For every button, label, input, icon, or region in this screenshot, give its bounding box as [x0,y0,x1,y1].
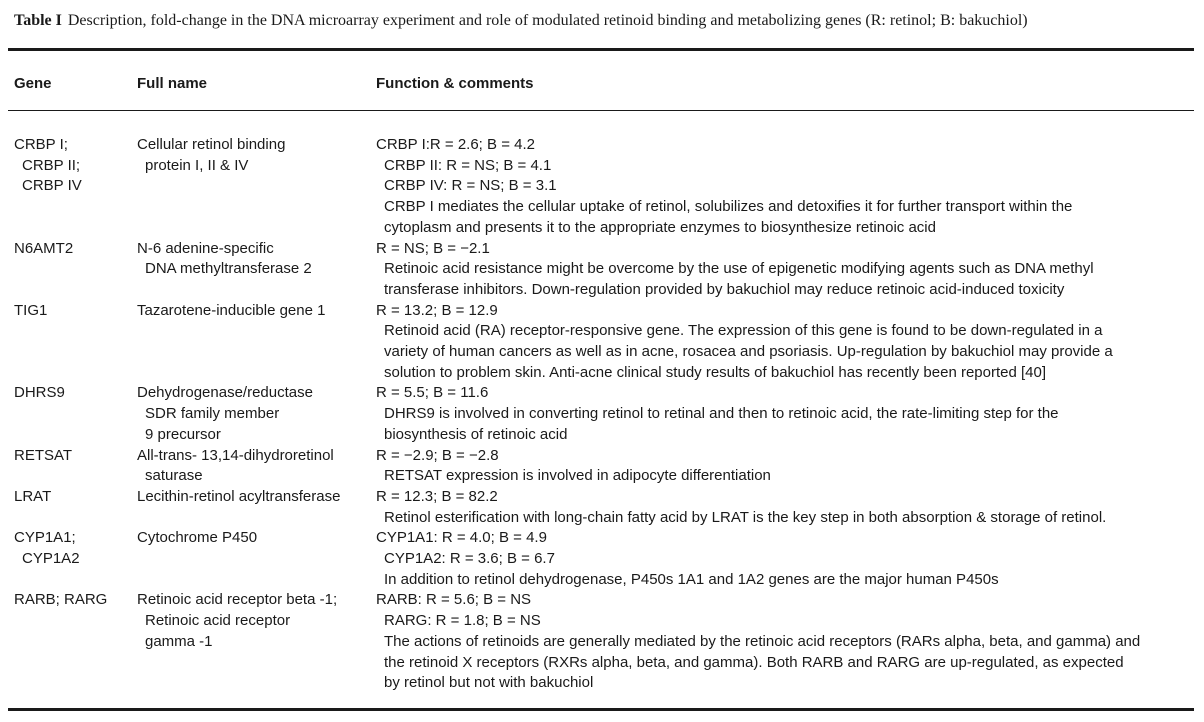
gene-cell [14,528,137,590]
function-cell [376,590,1198,694]
gene-cell-line: N6AMT2 [14,239,74,257]
gene-cell-line: DHRS9 [14,384,65,402]
gene-cell-line: LRAT [14,487,52,505]
top-rule [8,48,1194,51]
function-cell-line: solution to problem skin. Anti-acne clinical study results of bakuchiol has recently been reported [40] [384,363,1047,381]
full-name-cell-line: Tazarotene-inducible gene 1 [137,301,326,319]
gene-cell [14,590,137,694]
function-cell-line: DHRS9 is involved in converting retinol to retinal and then to retinoic acid, the rate-limiting step for the [384,405,1059,423]
full-name-cell-line: Lecithin-retinol acyltransferase [137,487,341,505]
full-name-cell-line: saturase [145,467,203,485]
function-cell [376,239,1198,301]
function-cell [376,487,1198,528]
function-cell-line: Retinoid acid (RA) receptor-responsive gene. The expression of this gene is found to be down-regulated in a [384,322,1103,340]
full-name-cell [137,135,376,239]
function-cell-line: transferase inhibitors. Down-regulation provided by bakuchiol may reduce retinoic acid-induced toxicity [384,280,1065,298]
table-row [14,135,1204,239]
full-name-cell [137,528,376,590]
table-body [14,135,1204,694]
header-rule [8,110,1194,111]
full-name-cell [137,383,376,445]
table-caption [14,11,1194,31]
function-cell-line: by retinol but not with bakuchiol [384,674,594,692]
function-cell-line: In addition to retinol dehydrogenase, P450s 1A1 and 1A2 genes are the major human P450s [384,570,999,588]
gene-cell [14,239,137,301]
table-row [14,528,1204,590]
function-cell [376,135,1198,239]
table-row [14,239,1204,301]
gene-cell-line: RETSAT [14,446,73,464]
header-gene: Gene [14,75,52,92]
function-cell-line: R = 5.5; B = 11.6 [376,384,489,402]
full-name-cell [137,301,376,384]
function-cell [376,383,1198,445]
gene-cell-line: CYP1A1; [14,529,76,547]
gene-cell-line: CRBP IV [22,177,82,195]
header-full-name: Full name [137,75,208,92]
function-cell-line: biosynthesis of retinoic acid [384,425,568,443]
gene-cell-line: CRBP II; [22,156,81,174]
function-cell-line: RARB: R = 5.6; B = NS [376,591,532,609]
full-name-cell-line: SDR family member [145,405,280,423]
gene-cell [14,135,137,239]
function-cell-line: R = 12.3; B = 82.2 [376,487,498,505]
function-cell-line: variety of human cancers as well as in acne, rosacea and psoriasis. Up-regulation by bakuchiol may provide a [384,343,1113,361]
function-cell-line: R = 13.2; B = 12.9 [376,301,498,319]
full-name-cell-line: DNA methyltransferase 2 [145,260,312,278]
table-label: Table I [14,12,62,29]
full-name-cell-line: Dehydrogenase/reductase [137,384,313,402]
full-name-cell-line: Cellular retinol binding [137,136,286,153]
full-name-cell-line: Retinoic acid receptor beta -1; [137,591,338,609]
function-cell [376,446,1198,487]
table-row [14,446,1204,487]
function-cell-line: CRBP I mediates the cellular uptake of retinol, solubilizes and detoxifies it for further transport within the [384,198,1073,216]
function-cell-line: CYP1A2: R = 3.6; B = 6.7 [384,550,555,568]
function-cell-line: CRBP I:R = 2.6; B = 4.2 [376,136,535,153]
function-cell [376,301,1198,384]
table-row [14,301,1204,384]
header-function: Function & comments [376,75,534,92]
gene-cell [14,301,137,384]
gene-cell-line: TIG1 [14,301,48,319]
table-row [14,487,1204,528]
full-name-cell-line: protein I, II & IV [145,156,249,174]
function-cell-line: R = −2.9; B = −2.8 [376,446,499,464]
full-name-cell-line: 9 precursor [145,425,221,443]
full-name-cell-line: N-6 adenine-specific [137,239,274,257]
gene-cell-line: CYP1A2 [22,550,80,568]
full-name-cell-line: gamma -1 [145,632,213,650]
table-row [14,383,1204,445]
full-name-cell [137,590,376,694]
function-cell-line: R = NS; B = −2.1 [376,239,490,257]
function-cell-line: the retinoid X receptors (RXRs alpha, beta, and gamma). Both RARB and RARG are up-regulated, as expected [384,653,1124,671]
function-cell [376,528,1198,590]
full-name-cell [137,487,376,528]
function-cell-line: RETSAT expression is involved in adipocyte differentiation [384,467,771,485]
full-name-cell-line: Cytochrome P450 [137,529,258,547]
function-cell-line: CYP1A1: R = 4.0; B = 4.9 [376,529,547,547]
function-cell-line: Retinol esterification with long-chain fatty acid by LRAT is the key step in both absorption & storage of retinol. [384,508,1107,526]
gene-cell [14,446,137,487]
full-name-cell [137,446,376,487]
bottom-rule [8,708,1194,711]
function-cell-line: CRBP II: R = NS; B = 4.1 [384,156,552,174]
full-name-cell-line: All-trans- 13,14-dihydroretinol [137,446,334,464]
gene-cell [14,487,137,528]
function-cell-line: cytoplasm and presents it to the appropriate enzymes to biosynthesize retinoic acid [384,218,936,236]
table-caption-text: Description, fold-change in the DNA microarray experiment and role of modulated retinoid binding and metabolizing genes (R: retinol; B: bakuchiol) [67,12,1028,29]
gene-cell-line: CRBP I; [14,136,68,153]
function-cell-line: The actions of retinoids are generally mediated by the retinoic acid receptors (RARs alpha, beta, and gamma) and [384,632,1141,650]
gene-cell-line: RARB; RARG [14,591,108,609]
full-name-cell-line: Retinoic acid receptor [145,612,291,630]
function-cell-line: RARG: R = 1.8; B = NS [384,612,541,630]
gene-cell [14,383,137,445]
table-row [14,590,1204,694]
function-cell-line: Retinoic acid resistance might be overcome by the use of epigenetic modifying agents such as DNA methyl [384,260,1094,278]
full-name-cell [137,239,376,301]
function-cell-line: CRBP IV: R = NS; B = 3.1 [384,177,557,195]
